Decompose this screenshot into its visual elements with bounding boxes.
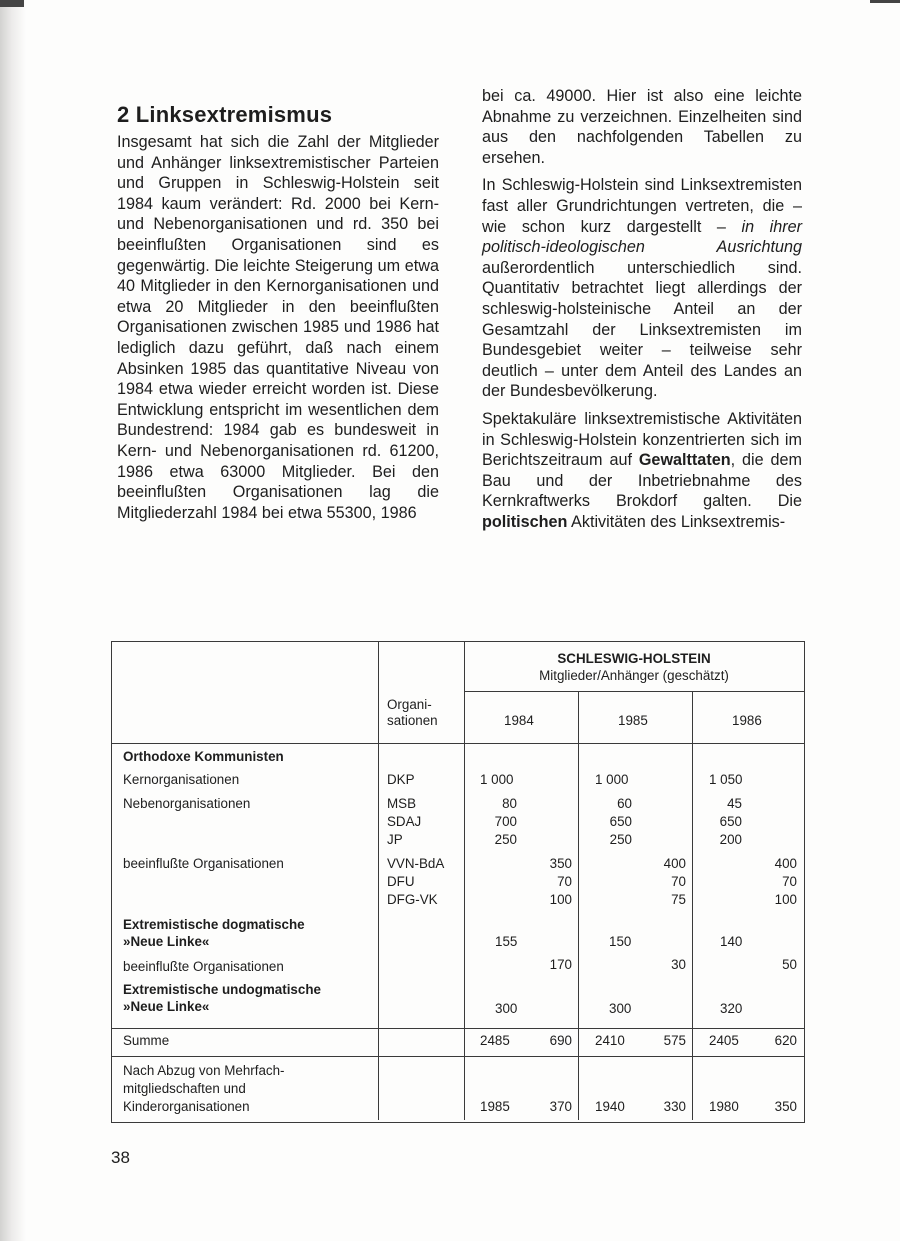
value-cell: 400	[663, 856, 686, 871]
value-cell: 1 000	[595, 772, 629, 787]
value-cell: 300	[495, 1001, 518, 1016]
value-cell: 700	[494, 814, 517, 829]
org-header: Organi-	[387, 697, 432, 712]
value-cell: 70	[557, 874, 572, 889]
table-hline	[112, 1056, 804, 1057]
section-title: »Neue Linke«	[123, 999, 210, 1014]
value-cell: 50	[782, 957, 797, 972]
net-value: 370	[549, 1099, 572, 1114]
sum-value: 2405	[709, 1033, 739, 1048]
value-cell: 155	[495, 934, 518, 949]
text-span: außerordentlich unterschiedlich sind. Quantitativ betrachtet liegt allerdings der schleswig-holsteinische Anteil an der Gesamtzahl der Linksextremisten im Bundesgebiet weiter – teilweise sehr deutlich – unter dem Anteil des Landes an der Bundesbevölkerung.	[482, 258, 802, 401]
membership-table	[111, 641, 805, 1123]
net-value: 330	[663, 1099, 686, 1114]
org-name: DFG-VK	[387, 892, 438, 907]
net-value: 350	[774, 1099, 797, 1114]
section-title: Extremistische dogmatische	[123, 917, 305, 932]
org-name: MSB	[387, 796, 417, 811]
scan-edge-shadow	[0, 0, 26, 1241]
bold-span-politischen: politischen	[482, 512, 568, 531]
year-header-1984: 1984	[504, 713, 534, 728]
section-heading: 2 Linksextremismus	[117, 102, 333, 127]
org-name: DKP	[387, 772, 415, 787]
value-cell: 200	[719, 832, 742, 847]
value-cell: 650	[719, 814, 742, 829]
value-cell: 140	[720, 934, 743, 949]
row-label: beeinflußte Organisationen	[123, 959, 284, 974]
text-span: Aktivitäten des Linksextremis-	[567, 512, 786, 531]
section-title: »Neue Linke«	[123, 934, 210, 949]
table-hline	[464, 691, 804, 692]
sum-value: 2485	[480, 1033, 510, 1048]
value-cell: 80	[502, 796, 517, 811]
year-header-1986: 1986	[732, 713, 762, 728]
sum-value: 2410	[595, 1033, 625, 1048]
value-cell: 170	[549, 957, 572, 972]
net-label: Kinderorganisationen	[123, 1099, 250, 1114]
left-paragraph: Insgesamt hat sich die Zahl der Mitglieder und Anhänger linksextremistischer Parteien und Gruppen in Schleswig-Holstein seit 1984 kaum verändert: Rd. 2000 bei Kern- und Nebenorganisationen und rd. 350 bei beeinflußten Organisationen sind es gegenwärtig. Die leichte Steigerung um etwa 40 Mitglieder in den Kernorganisationen und etwa 20 Mitglieder in den beeinflußten Organisationen zwischen 1985 und 1986 hat lediglich dazu geführt, daß nach einem Absinken 1985 das quantitative Niveau von 1984 etwa wieder erreicht worden ist. Diese Entwicklung entspricht im wesentlichen dem Bundestrend: 1984 gab es bundesweit in Kern- und Nebenorganisationen rd. 61200, 1986 etwa 63000 Mitglieder. Bei den beeinflußten Organisationen lag die Mitgliederzahl 1984 bei etwa 55300, 1986	[117, 133, 439, 522]
table-vline	[378, 642, 379, 1120]
org-header: sationen	[387, 713, 438, 728]
org-name: SDAJ	[387, 814, 422, 829]
page-number: 38	[111, 1148, 130, 1167]
value-cell: 250	[494, 832, 517, 847]
org-name: JP	[387, 832, 403, 847]
value-cell: 300	[609, 1001, 632, 1016]
right-paragraph-1: bei ca. 49000. Hier ist also eine leichte Abnahme zu verzeichnen. Einzelheiten sind aus den nachfolgenden Tabellen zu ersehen.	[482, 87, 802, 167]
text-span: In Schleswig-Holstein sind Linksextremisten fast aller Grundrichtungen vertreten, die – wie schon kurz dargestellt –	[482, 176, 802, 236]
right-paragraph-2	[482, 175, 802, 402]
value-cell: 320	[720, 1001, 743, 1016]
value-cell: 100	[549, 892, 572, 907]
row-label: beeinflußte Organisationen	[123, 856, 284, 871]
sum-value: 690	[549, 1033, 572, 1048]
right-paragraph-3	[482, 409, 802, 533]
net-value: 1940	[595, 1099, 625, 1114]
table-hline	[112, 1028, 804, 1029]
section-title: Orthodoxe Kommunisten	[123, 749, 284, 764]
value-cell: 75	[671, 892, 686, 907]
table-vline	[464, 642, 465, 1120]
text-span: Spektakuläre linksextremistische Aktivitäten in Schleswig-Holstein konzentrierten sich im Berichtszeitraum auf	[482, 409, 802, 470]
italic-span: in ihrer politisch-ideologischen Ausrichtung	[482, 217, 802, 257]
scan-corner-mark	[0, 0, 24, 7]
value-cell: 70	[782, 874, 797, 889]
region-title: SCHLESWIG-HOLSTEIN	[557, 651, 711, 666]
row-label: Nebenorganisationen	[123, 796, 251, 811]
value-cell: 250	[609, 832, 632, 847]
value-cell: 150	[609, 934, 632, 949]
net-value: 1980	[709, 1099, 739, 1114]
text-span: , die dem Bau und der Inbetriebnahme des Kernkraftwerks Brokdorf galten. Die	[482, 451, 802, 511]
value-cell: 1 050	[709, 772, 743, 787]
right-column	[482, 86, 802, 539]
value-cell: 60	[617, 796, 632, 811]
left-column	[117, 102, 439, 530]
net-label: Nach Abzug von Mehrfach-	[123, 1063, 285, 1078]
sum-value: 620	[774, 1033, 797, 1048]
value-cell: 650	[609, 814, 632, 829]
sum-value: 575	[663, 1033, 686, 1048]
year-header-1985: 1985	[618, 713, 648, 728]
value-cell: 350	[549, 856, 572, 871]
net-label: mitgliedschaften und	[123, 1081, 246, 1096]
value-cell: 1 000	[480, 772, 514, 787]
value-cell: 30	[671, 957, 686, 972]
org-name: VVN-BdA	[387, 856, 445, 871]
section-title: Extremistische undogmatische	[123, 982, 321, 997]
value-cell: 45	[727, 796, 742, 811]
value-cell: 100	[774, 892, 797, 907]
sum-label: Summe	[123, 1033, 170, 1048]
org-name: DFU	[387, 874, 415, 889]
value-cell: 70	[671, 874, 686, 889]
net-value: 1985	[480, 1099, 510, 1114]
value-cell: 400	[774, 856, 797, 871]
row-label: Kernorganisationen	[123, 772, 240, 787]
bold-span-gewalttaten: Gewalttaten	[638, 451, 731, 470]
region-subtitle: Mitglieder/Anhänger (geschätzt)	[539, 668, 729, 683]
scan-corner-mark-right	[870, 0, 900, 3]
table-hline	[112, 743, 804, 744]
